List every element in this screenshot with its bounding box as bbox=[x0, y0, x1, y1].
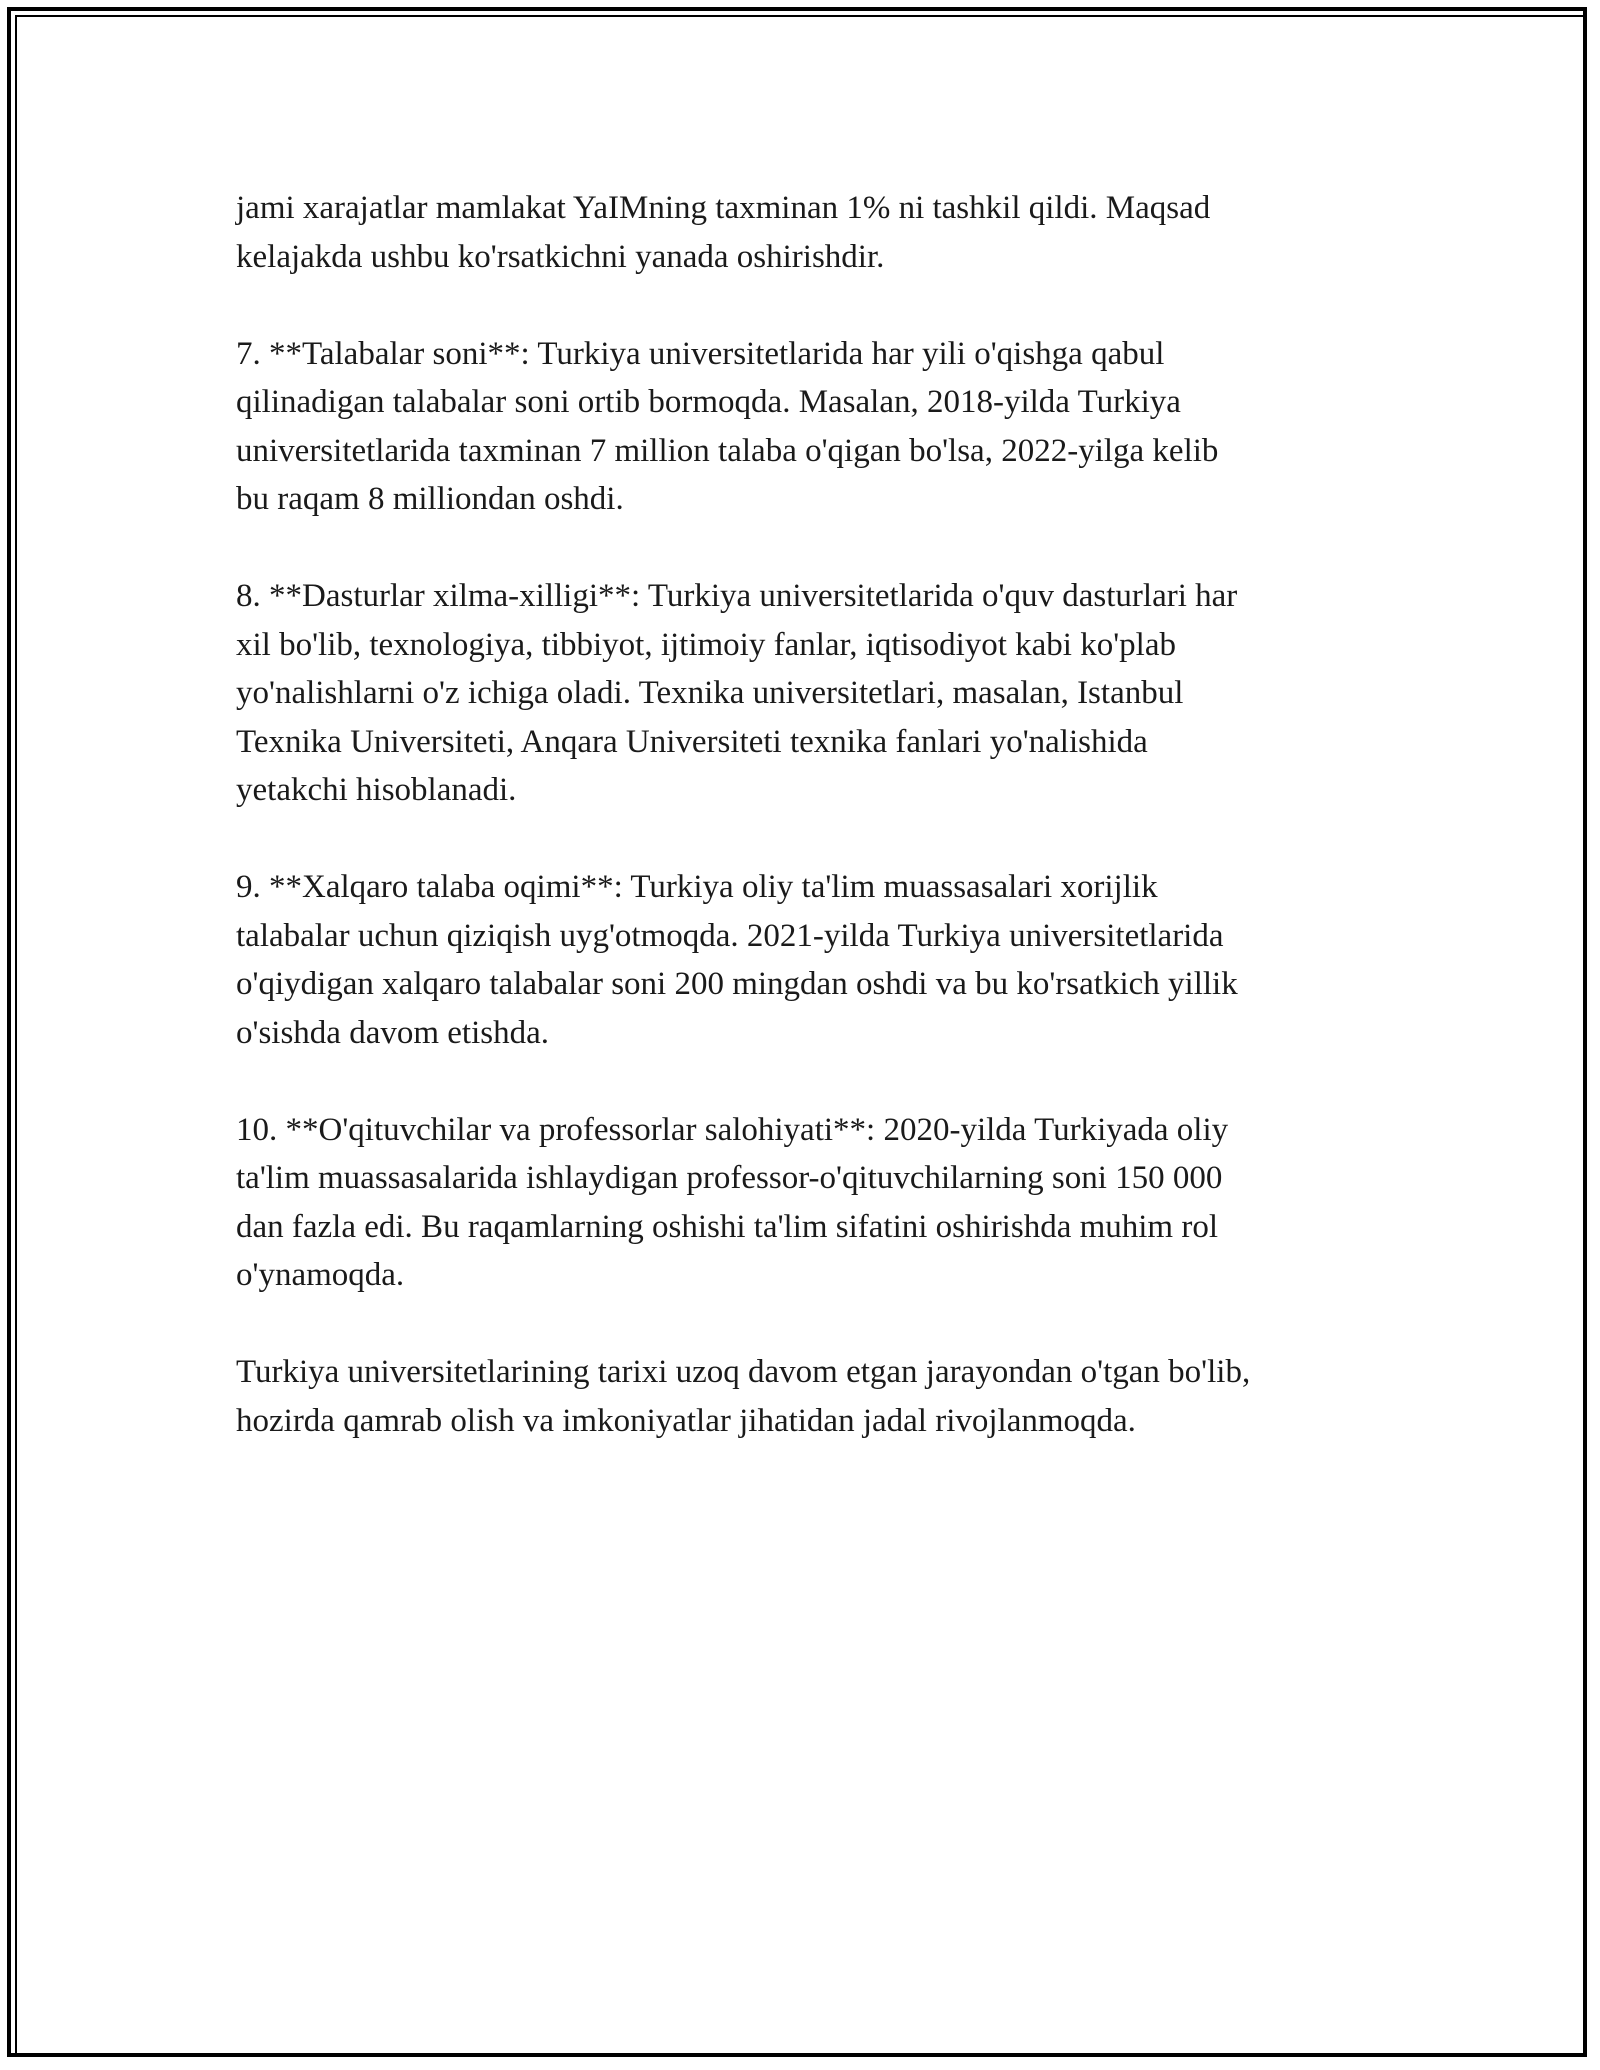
document-body bbox=[236, 184, 1376, 1494]
paragraph-program-diversity: 8. **Dasturlar xilma-xilligi**: Turkiya universitetlarida o'quv dasturlari har xil bo'lib, texnologiya, tibbiyot, ijtimoiy fanlar, iqtisodiyot kabi ko'plab yo'nalishlarni o'z ichiga oladi. Texnika universitetlari, masalan, Istanbul Texnika Universiteti, Anqara Universiteti texnika fanlari yo'nalishida yetakchi hisoblanadi. bbox=[236, 578, 1238, 808]
paragraph-faculty: 10. **O'qituvchilar va professorlar salohiyati**: 2020-yilda Turkiyada oliy ta'lim muassasalarida ishlaydigan professor-o'qituvchilarning soni 150 000 dan fazla edi. Bu raqamlarning oshishi ta'lim sifatini oshirishda muhim rol o'ynamoqda. bbox=[236, 1111, 1229, 1293]
paragraph-spending: jami xarajatlar mamlakat YaIMning taxminan 1% ni tashkil qildi. Maqsad kelajakda ushbu ko'rsatkichni yanada oshirishdir. bbox=[236, 190, 1211, 275]
paragraph-student-count: 7. **Talabalar soni**: Turkiya universitetlarida har yili o'qishga qabul qilinadigan talabalar soni ortib bormoqda. Masalan, 2018-yilda Turkiya universitetlarida taxminan 7 million talaba o'qigan bo'lsa, 2022-yilga kelib bu raqam 8 milliondan oshdi. bbox=[236, 335, 1219, 517]
paragraph-international-students: 9. **Xalqaro talaba oqimi**: Turkiya oliy ta'lim muassasalari xorijlik talabalar uchun qiziqish uyg'otmoqda. 2021-yilda Turkiya universitetlarida o'qiydigan xalqaro talabalar soni 200 mingdan oshdi va bu ko'rsatkich yillik o'sishda davom etishda. bbox=[236, 869, 1238, 1051]
paragraph-conclusion: Turkiya universitetlarining tarixi uzoq davom etgan jarayondan o'tgan bo'lib, hozirda qamrab olish va imkoniyatlar jihatidan jadal rivojlanmoqda. bbox=[236, 1354, 1251, 1439]
